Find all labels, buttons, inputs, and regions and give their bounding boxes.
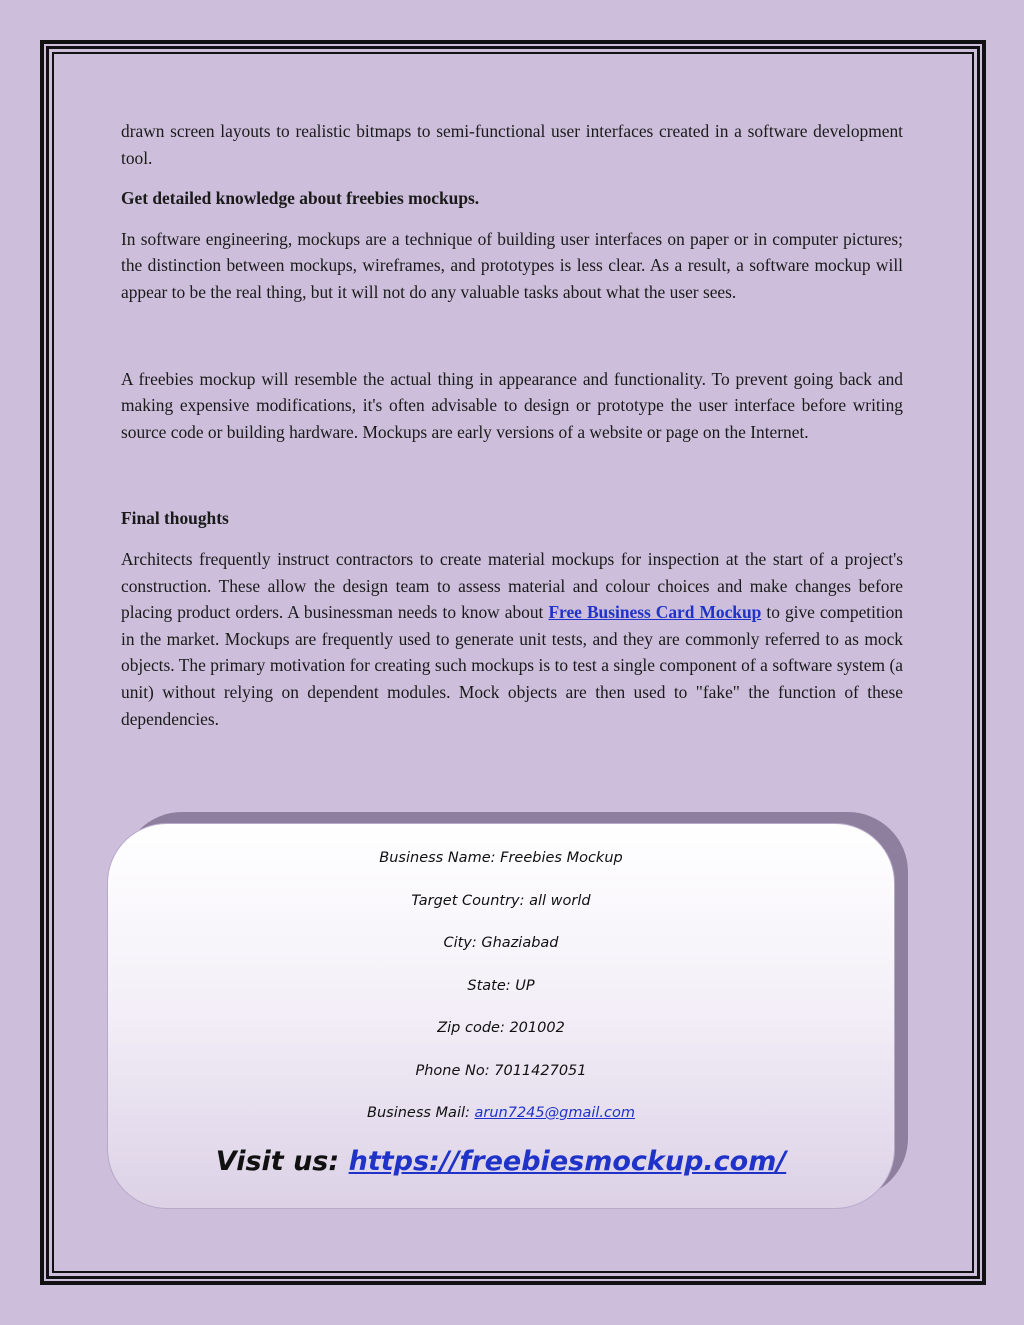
paragraph-software-engineering: In software engineering, mockups are a technique of building user interfaces on paper or in computer pictures; the distinction between mockups, wireframes, and prototypes is less clear. As a result, a software mockup will appear to be the real thing, but it will not do any valuable tasks about what the user sees. [121, 228, 903, 302]
business-mail-label: Business Mail: [367, 1105, 475, 1121]
contact-card [107, 823, 895, 1209]
paragraph-final-thoughts [121, 546, 903, 732]
free-business-card-mockup-link[interactable]: Free Business Card Mockup [548, 602, 762, 623]
website-link[interactable]: https://freebiesmockup.com/ [348, 1146, 787, 1177]
final-text-start: Architects frequently instruct contractors to create material mockups for inspection at the start of a project's construction. These allow the design team to assess material and colour choices and make changes before placing product orders. A businessman needs to know about [121, 548, 903, 623]
paragraph-freebies-mockup: A freebies mockup will resemble the actual thing in appearance and functionality. To prevent going back and making expensive modifications, it's often advisable to design or prototype the user interface before writing source code or building hardware. Mockups are early versions of a website or page on the Internet. [121, 368, 903, 442]
heading-final-thoughts: Final thoughts [121, 508, 229, 529]
paragraph-intro: drawn screen layouts to realistic bitmaps to semi-functional user interfaces created in a software development tool. [121, 121, 903, 168]
visit-us [108, 1146, 894, 1177]
heading-knowledge: Get detailed knowledge about freebies mockups. [121, 188, 480, 209]
phone-number: Phone No: 7011427051 [415, 1063, 587, 1079]
zip-code: Zip code: 201002 [437, 1020, 565, 1036]
visit-us-label: Visit us: [215, 1146, 349, 1177]
final-text-end: to give competition in the market. Mockups are frequently used to generate unit tests, and they are commonly referred to as mock objects. The primary motivation for creating such mockups is to test a single component of a software system (a unit) without relying on dependent modules. Mock objects are then used to "fake" the function of these dependencies. [121, 602, 903, 729]
document-body [121, 118, 903, 732]
state: State: UP [467, 978, 535, 994]
business-name: Business Name: Freebies Mockup [379, 850, 623, 866]
business-mail-link[interactable]: arun7245@gmail.com [474, 1105, 635, 1121]
business-mail [108, 1105, 894, 1121]
target-country: Target Country: all world [411, 893, 591, 909]
city: City: Ghaziabad [443, 935, 559, 951]
